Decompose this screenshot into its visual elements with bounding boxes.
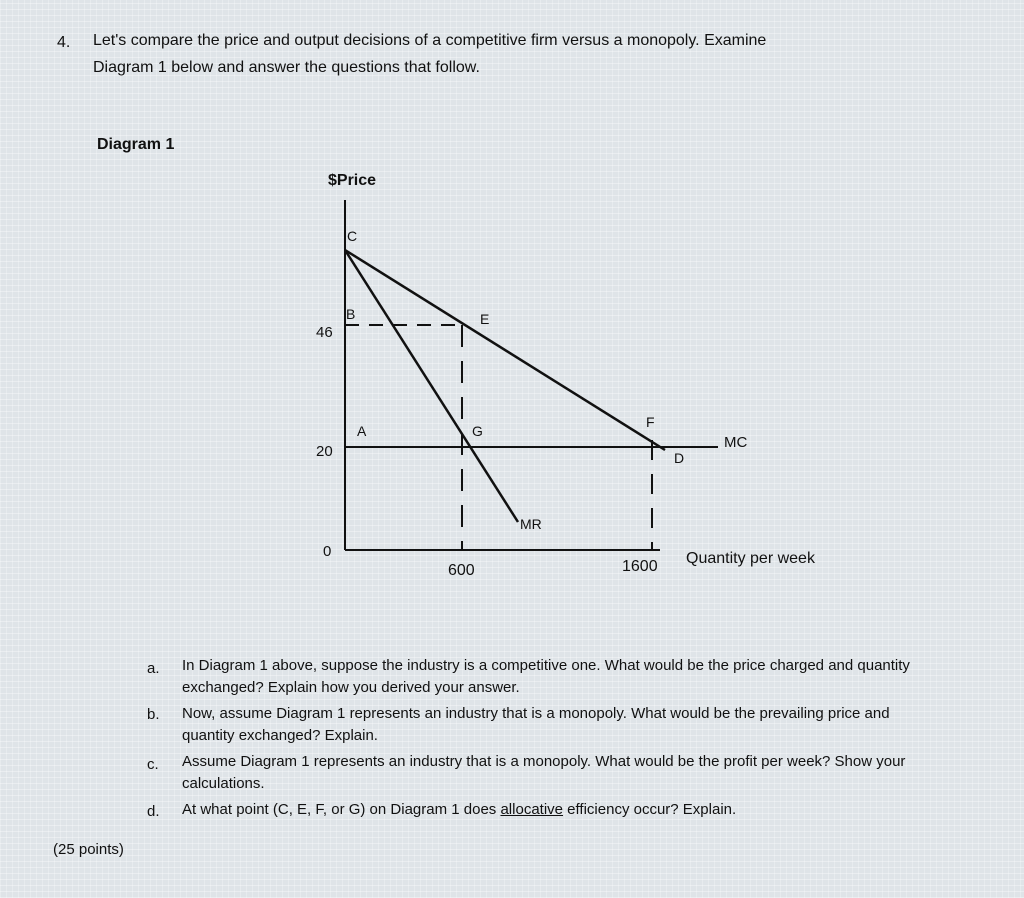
part-c-letter: c. [147, 756, 159, 773]
x-axis-label: Quantity per week [686, 550, 815, 567]
part-d-text-after: efficiency occur? Explain. [563, 801, 737, 818]
x-tick-1600: 1600 [622, 558, 658, 575]
point-c-label: C [347, 228, 358, 244]
diagram-title: Diagram 1 [97, 136, 175, 153]
y-tick-20: 20 [316, 443, 333, 460]
points-note: (25 points) [53, 841, 124, 858]
demand-curve [345, 250, 665, 450]
part-a-text: In Diagram 1 above, suppose the industry is a competitive one. What would be the price charged and quantity exchanged? Explain how you derived your answer. [182, 657, 910, 696]
part-b-letter: b. [147, 706, 160, 723]
point-g-label: G [472, 423, 483, 439]
part-c-text: Assume Diagram 1 represents an industry that is a monopoly. What would be the profit per week? Show your calculations. [182, 753, 906, 792]
part-d-underlined-word: allocative [500, 801, 564, 818]
part-b-text: Now, assume Diagram 1 represents an industry that is a monopoly. What would be the prevailing price and quantity exchanged? Explain. [182, 705, 890, 744]
question-intro-line-1: Let's compare the price and output decisions of a competitive firm versus a monopoly. Examine [93, 32, 767, 49]
mc-label: MC [724, 434, 748, 451]
question-intro-line-2: Diagram 1 below and answer the questions that follow. [93, 59, 480, 76]
y-tick-46: 46 [316, 324, 333, 341]
mr-label: MR [520, 516, 542, 532]
point-d-label: D [674, 450, 685, 466]
y-axis-label: $Price [328, 172, 377, 189]
question-number: 4. [57, 34, 71, 51]
y-tick-0: 0 [323, 543, 332, 560]
part-a-letter: a. [147, 660, 160, 677]
mr-curve [345, 250, 518, 522]
point-b-label: B [346, 306, 356, 322]
point-a-label: A [357, 423, 367, 439]
x-tick-600: 600 [448, 562, 475, 579]
point-f-label: F [646, 414, 655, 430]
part-d-text-before: At what point (C, E, F, or G) on Diagram 1 does [182, 801, 501, 818]
point-e-label: E [480, 311, 490, 327]
part-d-letter: d. [147, 803, 160, 820]
part-d-text [182, 799, 942, 821]
